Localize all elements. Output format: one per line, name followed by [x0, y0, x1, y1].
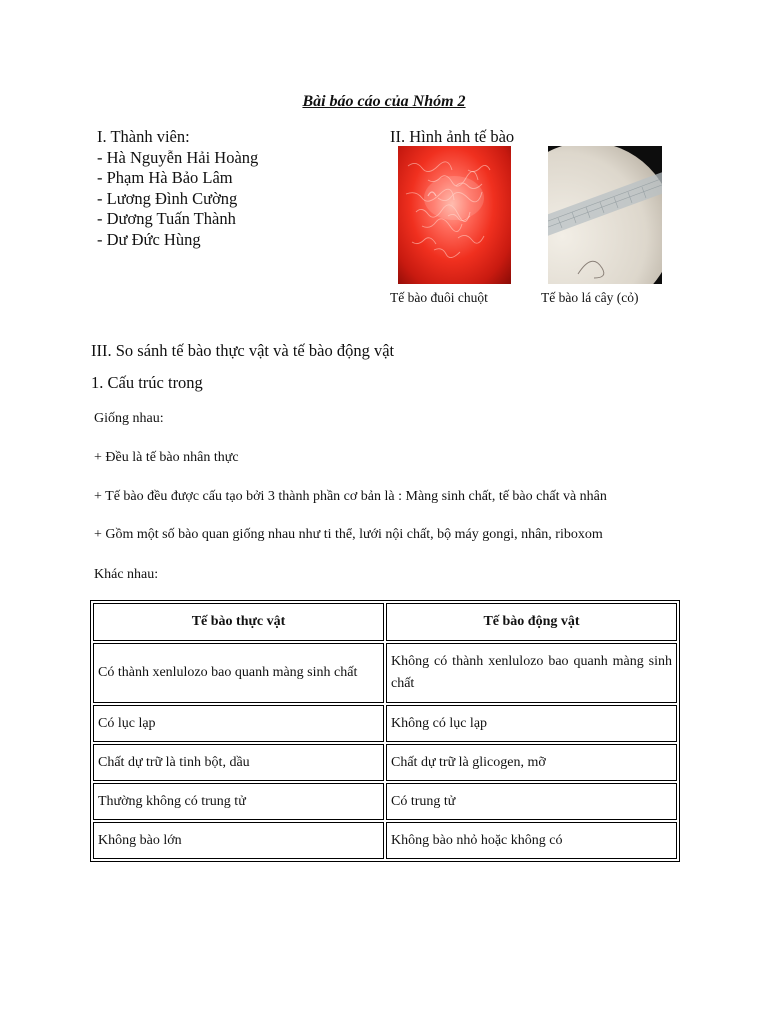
member-name: - Dương Tuấn Thành	[97, 209, 236, 228]
table-cell: Không bào nhỏ hoặc không có	[386, 822, 677, 859]
table-cell: Không có thành xenlulozo bao quanh màng sinh chất	[386, 643, 677, 703]
member-name: - Dư Đức Hùng	[97, 229, 201, 249]
table-row	[93, 783, 677, 820]
table-cell: Có thành xenlulozo bao quanh màng sinh chất	[93, 643, 384, 703]
table-cell: Có trung tử	[386, 783, 677, 820]
table-cell: Chất dự trữ là glicogen, mỡ	[386, 744, 677, 781]
table-cell: Có lục lạp	[93, 705, 384, 742]
table-cell: Chất dự trữ là tinh bột, dầu	[93, 744, 384, 781]
table-header-row	[93, 603, 677, 641]
leaf-caption: Tế bào lá cây (cỏ)	[541, 290, 639, 305]
table-row	[93, 643, 677, 703]
section3-heading: III. So sánh tế bào thực vật và tế bào động vật	[91, 341, 395, 360]
member-name: - Phạm Hà Bảo Lâm	[97, 168, 233, 187]
leaf-cell-image	[548, 146, 662, 284]
images-heading: II. Hình ảnh tế bào	[390, 127, 515, 146]
table-cell: Thường không có trung tử	[93, 783, 384, 820]
table-row	[93, 744, 677, 781]
member-name: - Hà Nguyễn Hải Hoàng	[97, 147, 259, 167]
similar-point: + Tế bào đều được cấu tạo bởi 3 thành phần cơ bản là : Màng sinh chất, tế bào chất và nhân	[94, 489, 607, 504]
members-heading: I. Thành viên:	[97, 127, 190, 146]
members-section	[97, 127, 258, 250]
table-header-plant: Tế bào thực vật	[93, 603, 384, 641]
table-cell: Không có lục lạp	[386, 705, 677, 742]
comparison-table	[90, 600, 680, 862]
different-label: Khác nhau:	[94, 567, 159, 582]
table-cell: Không bào lớn	[93, 822, 384, 859]
similar-point: + Gồm một số bào quan giống nhau như ti thể, lưới nội chất, bộ máy gongi, nhân, riboxom	[94, 527, 603, 542]
rat-tail-cell-image	[398, 146, 511, 284]
table-header-animal: Tế bào động vật	[386, 603, 677, 641]
rat-tail-caption: Tế bào đuôi chuột	[390, 290, 488, 305]
similar-point: + Đều là tế bào nhân thực	[94, 450, 239, 465]
document-title: Bài báo cáo của Nhóm 2	[302, 93, 466, 110]
subsection-heading: 1. Cấu trúc trong	[91, 373, 203, 392]
table-row	[93, 822, 677, 859]
similar-label: Giống nhau:	[94, 411, 164, 426]
table-row	[93, 705, 677, 742]
member-name: - Lương Đình Cường	[97, 188, 238, 208]
